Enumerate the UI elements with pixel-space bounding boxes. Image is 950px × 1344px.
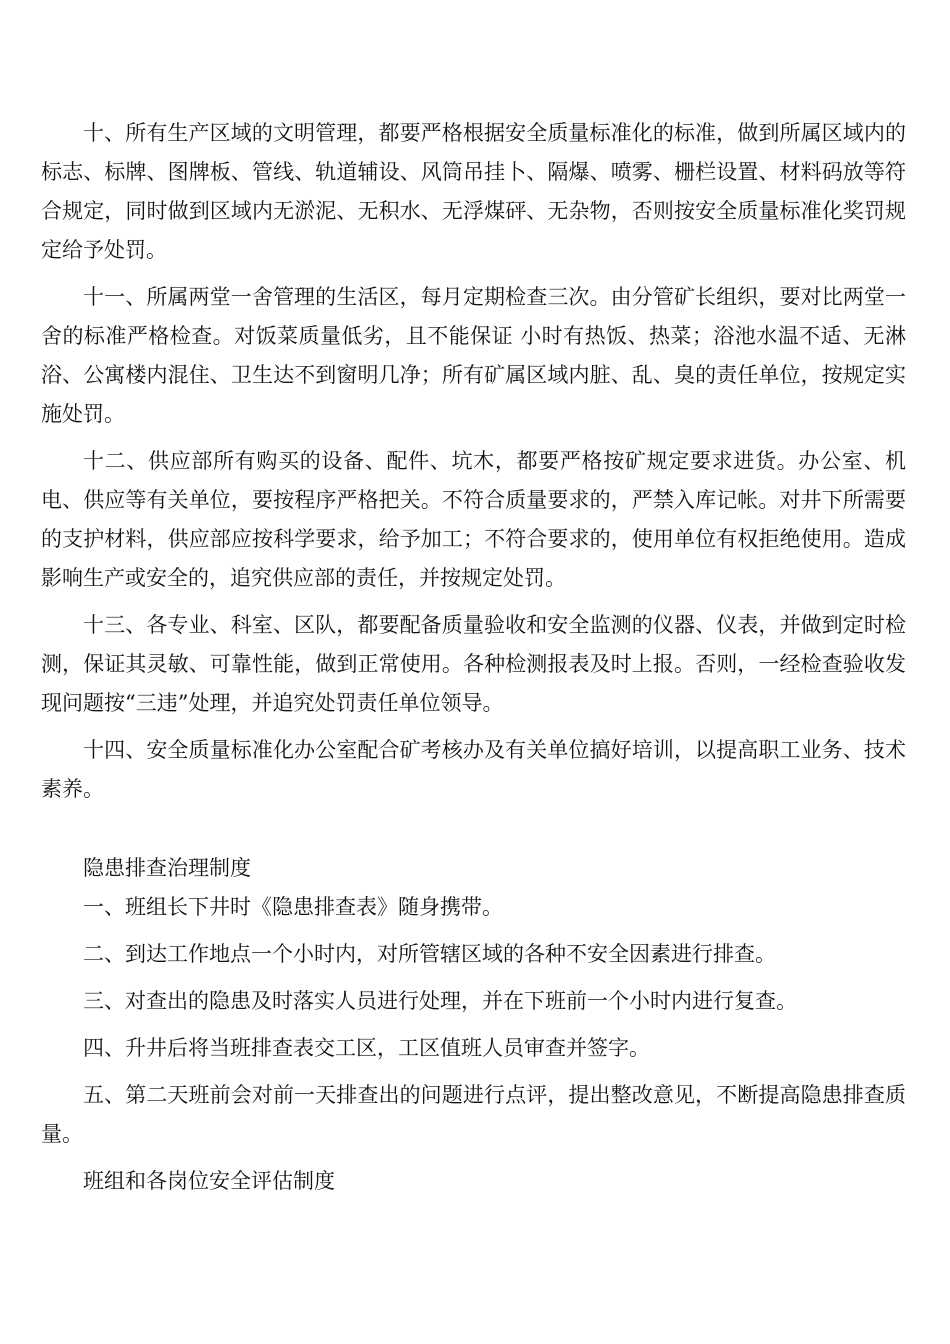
hazard-item-1: 一、班组长下井时《隐患排查表》随身携带。 — [83, 895, 503, 919]
rule-paragraph-12: 十二、供应部所有购买的设备、配件、坑木，都要严格按矿规定要求进货。办公室、机电、供应等有关单位，要按程序严格把关。不符合质量要求的，严禁入库记帐。对井下所需要的支护材料，供应部应按科学要求，给予加工；不符合要求的，使用单位有权拒绝使用。造成影响生产或安全的，追究供应部的责任，并按规定处罚。 — [41, 449, 906, 590]
hazard-item-4: 四、升井后将当班排查表交工区，工区值班人员审查并签字。 — [83, 1036, 650, 1060]
hazard-item-2: 二、到达工作地点一个小时内，对所管辖区域的各种不安全因素进行排查。 — [83, 942, 776, 966]
hazard-section-title: 隐患排查治理制度 — [83, 856, 251, 880]
hazard-item-5: 五、第二天班前会对前一天排查出的问题进行点评，提出整改意见，不断提高隐患排查质量。 — [41, 1083, 906, 1146]
rule-paragraph-11: 十一、所属两堂一舍管理的生活区，每月定期检查三次。由分管矿长组织，要对比两堂一舍的标准严格检查。对饭菜质量低劣，且不能保证 小时有热饭、热菜；浴池水温不适、无淋浴、公寓楼内混住、卫生达不到窗明几净；所有矿属区域内脏、乱、臭的责任单位，按规定实施处罚。 — [41, 285, 906, 426]
document-body — [41, 114, 906, 1201]
section-spacer — [41, 817, 906, 849]
hazard-item-3: 三、对查出的隐患及时落实人员进行处理，并在下班前一个小时内进行复查。 — [83, 989, 797, 1013]
rule-paragraph-10: 十、所有生产区域的文明管理，都要严格根据安全质量标准化的标准，做到所属区域内的标志、标牌、图牌板、管线、轨道辅设、风筒吊挂卜、隔爆、喷雾、栅栏设置、材料码放等符合规定，同时做到区域内无淤泥、无积水、无浮煤砰、无杂物，否则按安全质量标准化奖罚规定给予处罚。 — [41, 121, 906, 262]
rule-paragraph-14: 十四、安全质量标准化办公室配合矿考核办及有关单位搞好培训，以提高职工业务、技术素养。 — [41, 738, 906, 801]
assessment-section-title: 班组和各岗位安全评估制度 — [83, 1169, 335, 1193]
rule-paragraph-13: 十三、各专业、科室、区队，都要配备质量验收和安全监测的仪器、仪表，并做到定时检测，保证其灵敏、可靠性能，做到正常使用。各种检测报表及时上报。否则，一经检查验收发现问题按“三违”处理，并追究处罚责任单位领导。 — [41, 613, 906, 715]
